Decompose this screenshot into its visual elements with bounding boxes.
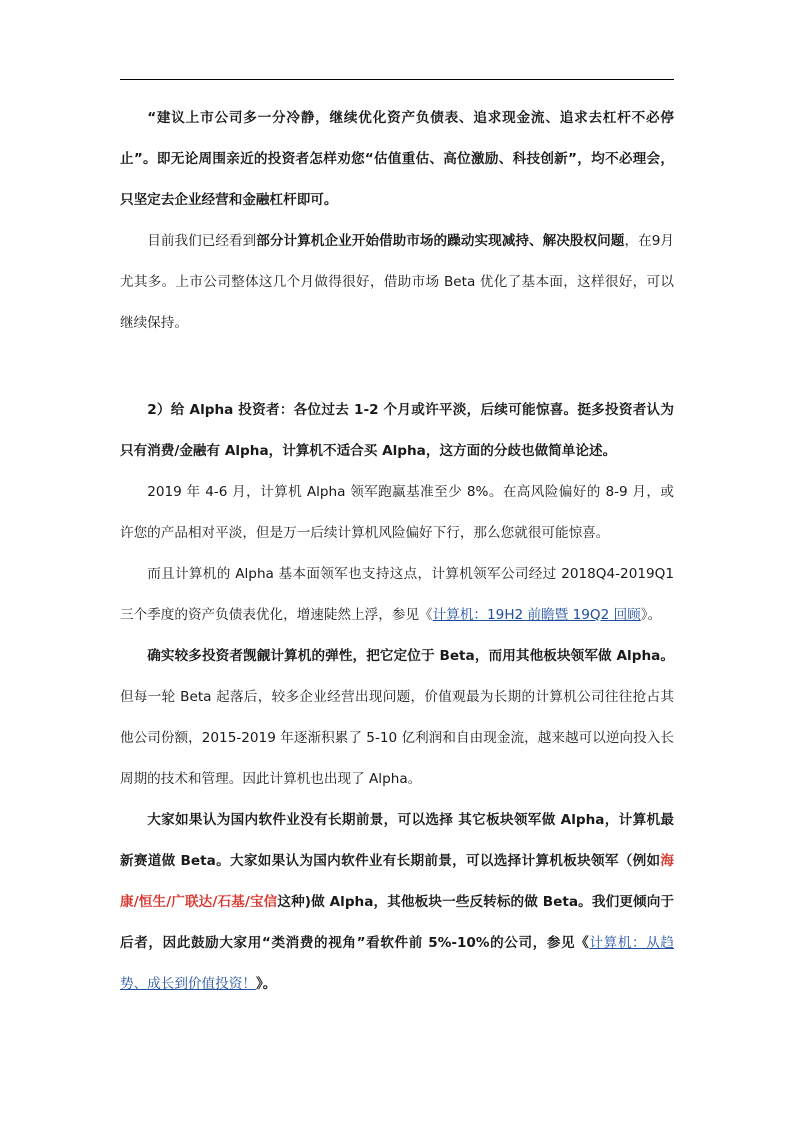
paragraph-advice-listed-companies bbox=[120, 98, 674, 221]
paragraph-text: ，在9月尤其多。上市公司整体这几个月做得很好，借助市场 Beta 优化了基本面，这样很好，可以继续保持。 bbox=[120, 233, 675, 331]
paragraph-software-outlook bbox=[120, 800, 674, 1005]
paragraph-alpha-fundamentals bbox=[120, 554, 674, 636]
report-link-value-investing[interactable]: 计算机：从趋势、成长到价值投资！ bbox=[120, 935, 675, 992]
paragraph-text: 而且计算机的 Alpha 基本面领军也支持这点，计算机领军公司经过 2018Q4-2019Q1 三个季度的资产负债表优化，增速陡然上浮，参见《 bbox=[120, 566, 674, 623]
paragraph-alpha-investors bbox=[120, 390, 674, 472]
paragraph-beta-elasticity bbox=[120, 636, 674, 800]
report-link-19h2[interactable]: 计算机：19H2 前瞻暨 19Q2 回顾 bbox=[432, 607, 641, 623]
paragraph-text: 这种)做 Alpha，其他板块一些反转标的做 Beta。我们更倾向于后者，因此鼓励大家用“类消费的视角”看软件前 5%-10%的公司，参见《 bbox=[120, 894, 674, 951]
paragraph-text: 目前我们已经看到 bbox=[147, 233, 257, 249]
paragraph-gap bbox=[120, 344, 674, 390]
paragraph-text: 大家如果认为国内软件业没有长期前景，可以选择 其它板块领军做 Alpha，计算机最新赛道做 Beta。大家如果认为国内软件业有长期前景，可以选择计算机板块领军（例如 bbox=[120, 812, 674, 869]
company-list-highlight: 海康/恒生/广联达/石基/宝信 bbox=[120, 853, 674, 910]
paragraph-alpha-2019 bbox=[120, 472, 674, 554]
header-rule bbox=[120, 79, 674, 80]
document-body bbox=[120, 98, 674, 1005]
paragraph-highlight: 部分计算机企业开始借助市场的躁动实现减持、解决股权问题 bbox=[256, 233, 625, 249]
paragraph-text: “建议上市公司多一分冷静，继续优化资产负债表、追求现金流、追求去杠杆不必停止”。即无论周围亲近的投资者怎样劝您“估值重估、高位激励、科技创新”，均不必理会，只坚定去企业经营和金融杠杆即可。 bbox=[120, 110, 674, 208]
paragraph-text: 2）给 Alpha 投资者：各位过去 1-2 个月或许平淡，后续可能惊喜。挺多投资者认为只有消费/金融有 Alpha，计算机不适合买 Alpha，这方面的分歧也做简单论述。 bbox=[120, 402, 674, 459]
paragraph-text: 但每一轮 Beta 起落后，较多企业经营出现问题，价值观最为长期的计算机公司往往抢占其他公司份额，2015-2019 年逐渐积累了 5-10 亿利润和自由现金流，越来越可以逆向投入长周期的技术和管理。因此计算机也出现了 Alpha。 bbox=[120, 689, 674, 787]
paragraph-reduction-holdings bbox=[120, 221, 674, 344]
paragraph-text: 》。 bbox=[640, 607, 662, 623]
paragraph-highlight: 确实较多投资者觊觎计算机的弹性，把它定位于 Beta，而用其他板块领军做 Alpha。 bbox=[147, 648, 674, 664]
paragraph-text: 》。 bbox=[255, 976, 277, 992]
paragraph-text: 2019 年 4-6 月，计算机 Alpha 领军跑赢基准至少 8%。在高风险偏好的 8-9 月，或许您的产品相对平淡，但是万一后续计算机风险偏好下行，那么您就很可能惊喜。 bbox=[120, 484, 674, 541]
